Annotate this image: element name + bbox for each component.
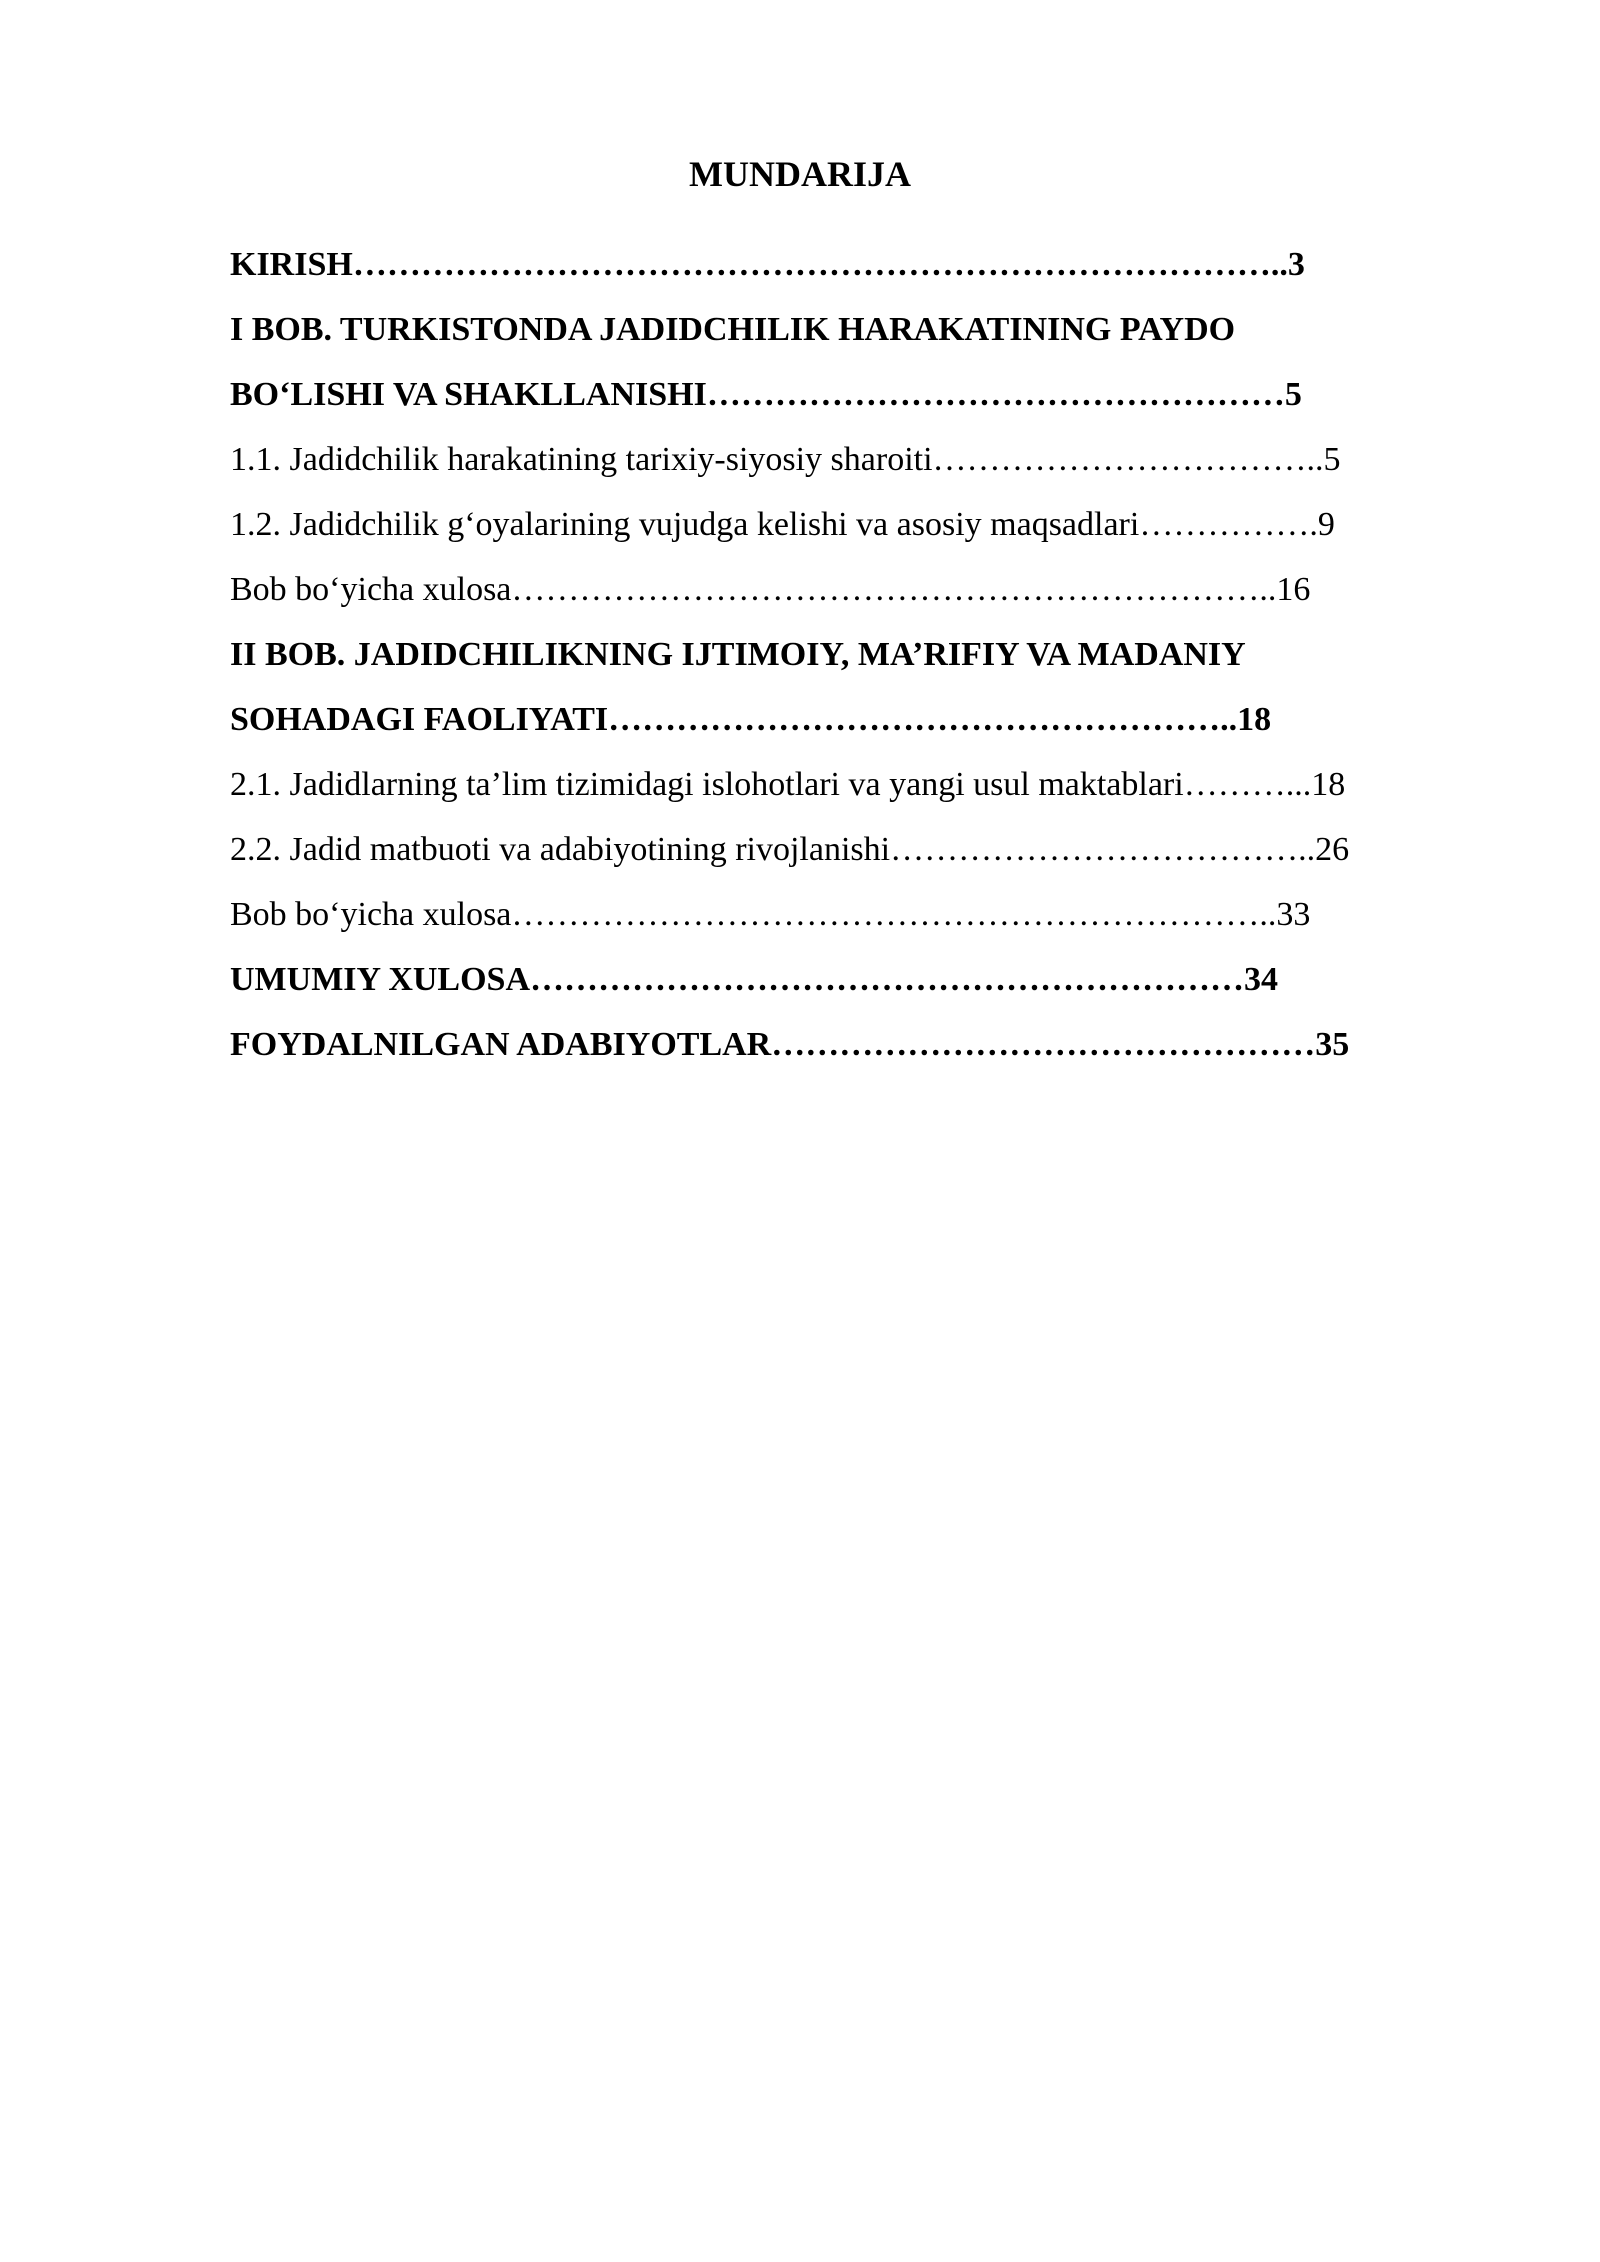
toc-chapter-1-title-line-1: I BOB. TURKISTONDA JADIDCHILIK HARAKATINING PAYDO	[230, 311, 1236, 348]
toc-chapter-2-title-line-1: II BOB. JADIDCHILIKNING IJTIMOIY, MA’RIFIY VA MADANIY	[230, 636, 1246, 673]
toc-section-1-2: 1.2. Jadidchilik g‘oyalarining vujudga kelishi va asosiy maqsadlari…………….9	[230, 506, 1335, 543]
toc-entry-kirish: KIRISH………………………………………………………………………..3	[230, 246, 1305, 283]
toc-chapter-2-conclusion: Bob bo‘yicha xulosa…………………………………………………………..33	[230, 896, 1311, 933]
table-of-contents	[230, 232, 1470, 1077]
toc-section-1-1: 1.1. Jadidchilik harakatining tarixiy-siyosiy sharoiti……………………………..5	[230, 441, 1341, 478]
page-title: MUNDARIJA	[689, 154, 911, 194]
toc-references: FOYDALNILGAN ADABIYOTLAR…………………………………………35	[230, 1026, 1350, 1063]
toc-chapter-1-conclusion: Bob bo‘yicha xulosa…………………………………………………………..16	[230, 571, 1311, 608]
toc-chapter-1-title-line-2: BO‘LISHI VA SHAKLLANISHI……………………………………………5	[230, 376, 1302, 413]
toc-chapter-2-title-line-2: SOHADAGI FAOLIYATI………………………………………………..18	[230, 701, 1272, 738]
toc-section-2-2: 2.2. Jadid matbuoti va adabiyotining rivojlanishi………………………………..26	[230, 831, 1350, 868]
toc-section-2-1: 2.1. Jadidlarning ta’lim tizimidagi islohotlari va yangi usul maktablari………...18	[230, 766, 1346, 803]
toc-general-conclusion: UMUMIY XULOSA………………………………………………………34	[230, 961, 1279, 998]
